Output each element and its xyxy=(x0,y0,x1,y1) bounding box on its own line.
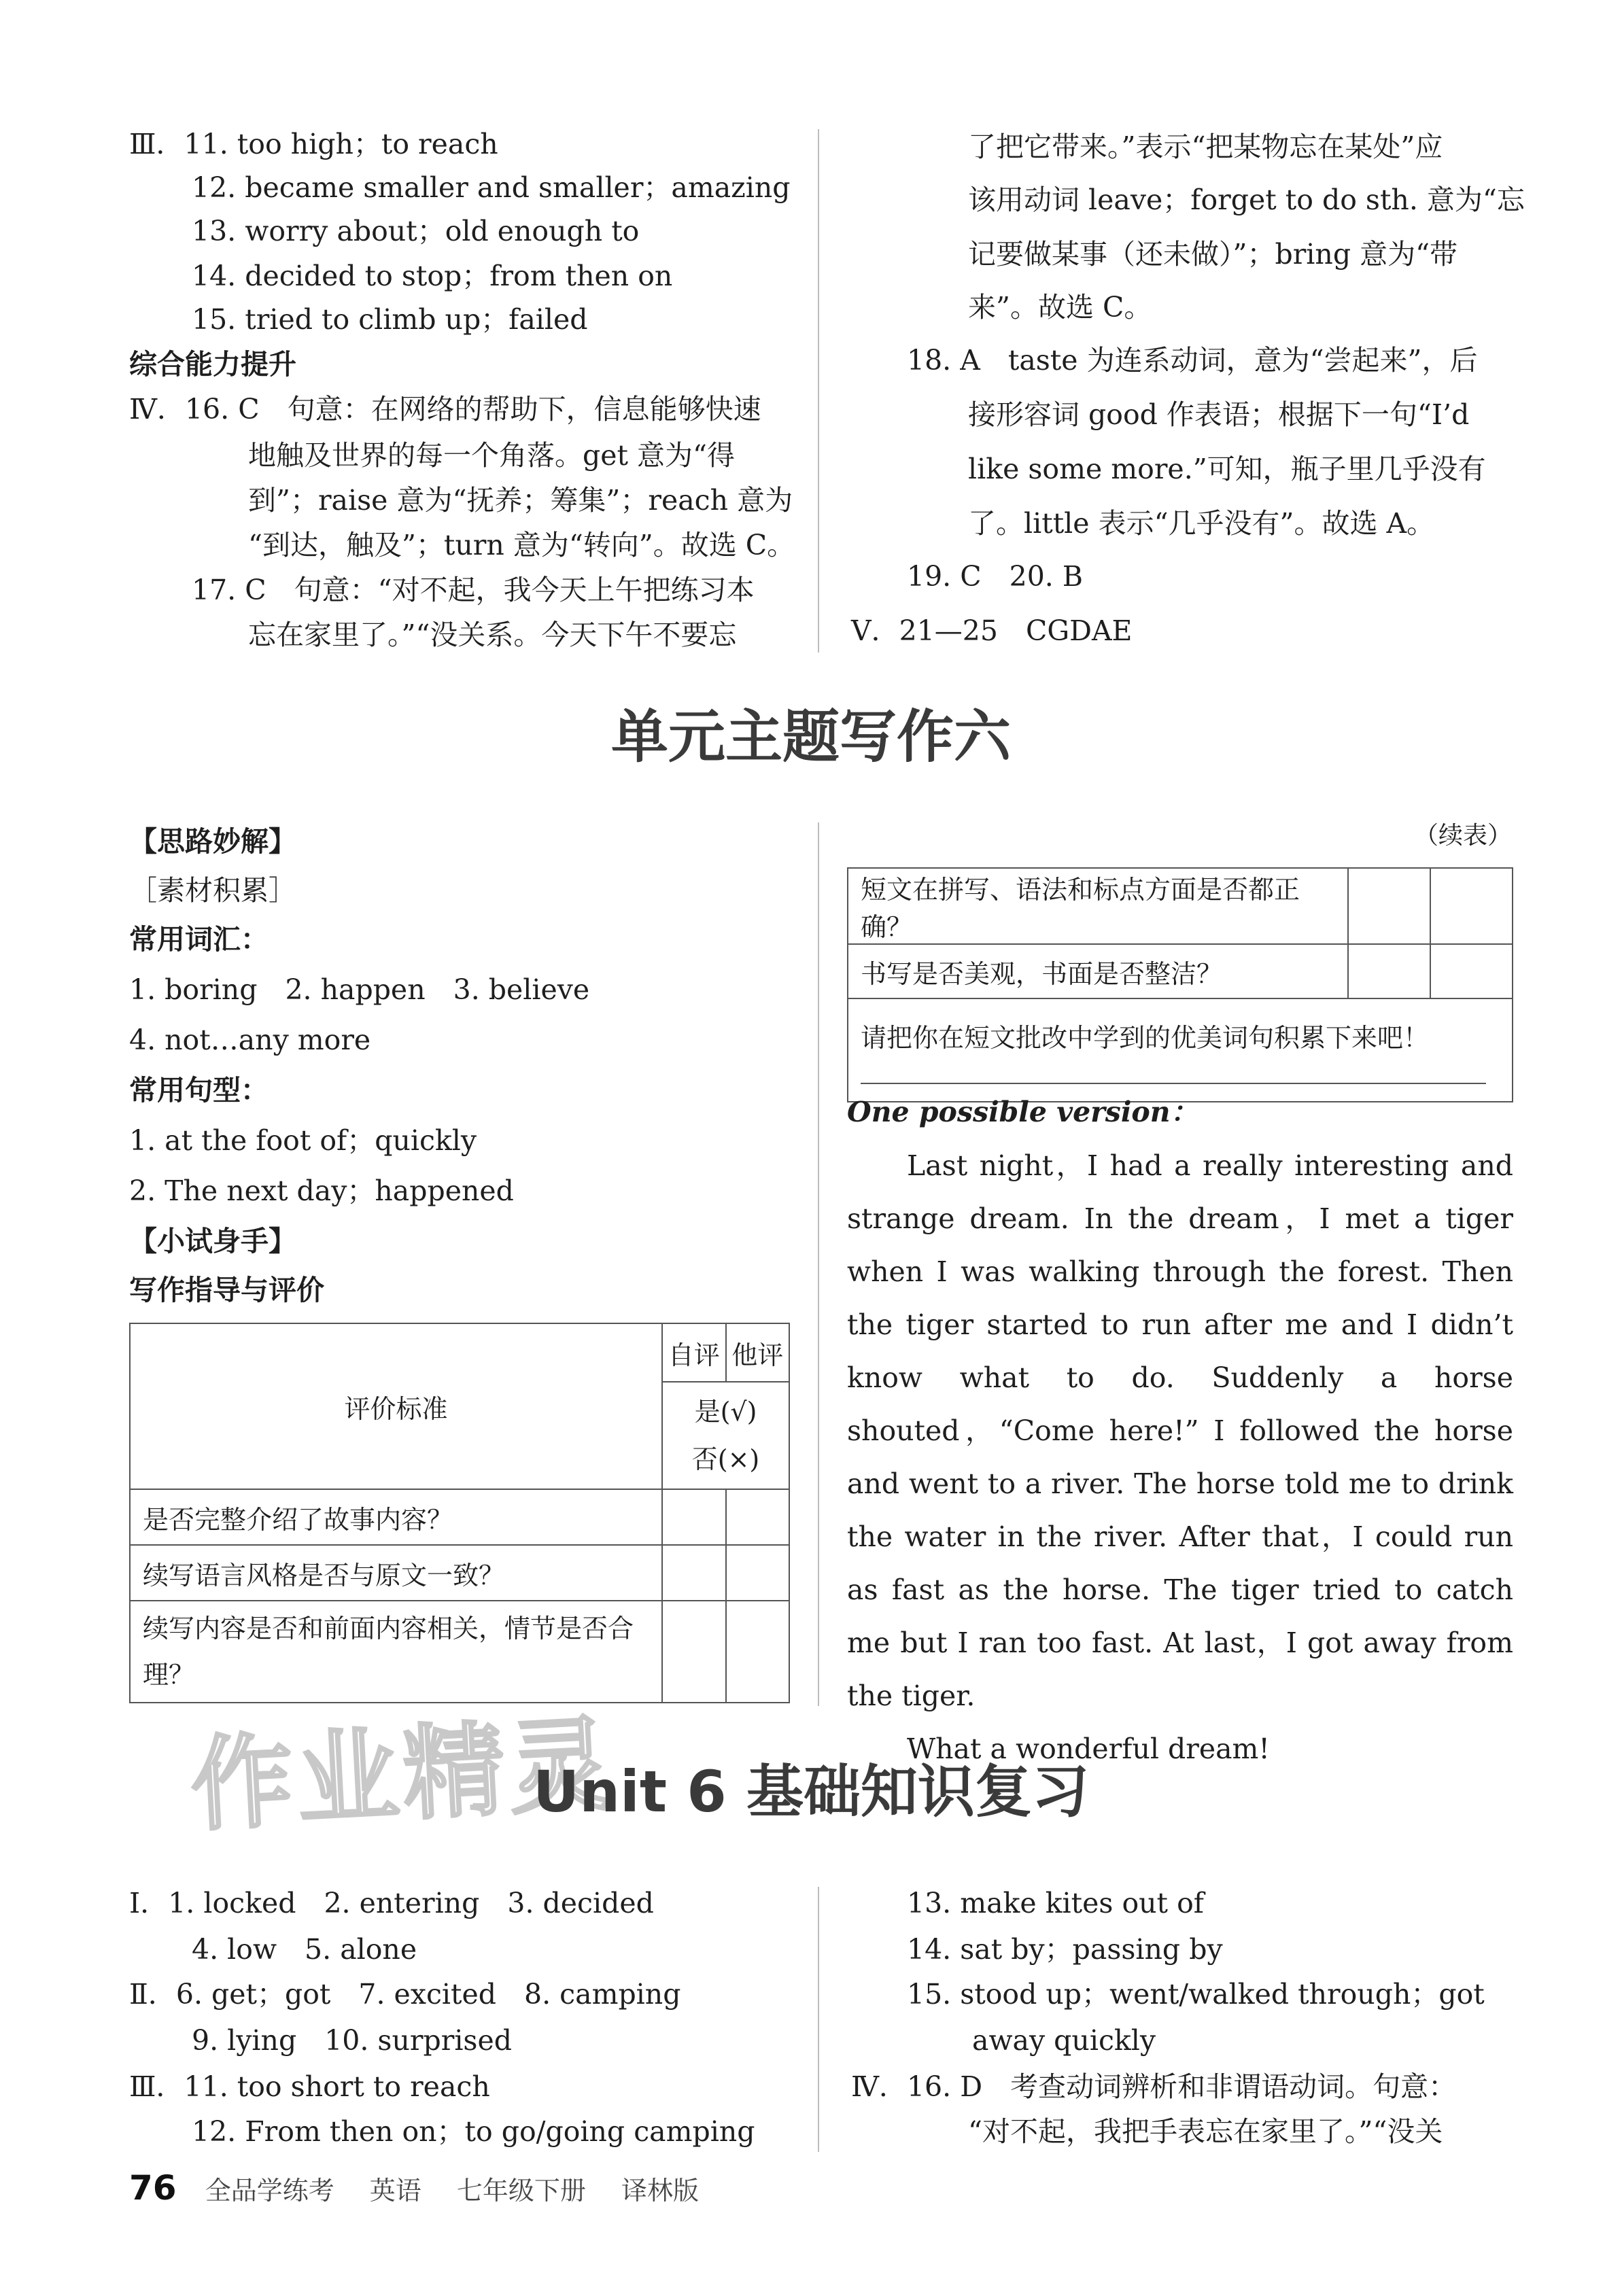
answer-line: 9. lying 10. surprised xyxy=(192,2024,512,2057)
check-cell[interactable] xyxy=(1430,868,1513,944)
check-cell[interactable] xyxy=(1348,944,1430,998)
answer-line: “对不起，我把手表忘在家里了。”“没关 xyxy=(968,2115,1443,2148)
check-cell[interactable] xyxy=(726,1601,789,1703)
answer-line: 到”；raise 意为“抚养；筹集”；reach 意为 xyxy=(248,484,793,517)
answer-line: 15. stood up；went/walked through；got xyxy=(907,1978,1485,2011)
answer-line: 接形容词 good 作表语；根据下一句“I’d xyxy=(968,398,1470,431)
answer-line: Ⅴ．21—25 CGDAE xyxy=(851,614,1133,647)
answer-line: 地触及世界的每一个角落。get 意为“得 xyxy=(248,439,735,472)
answer-line: 13. make kites out of xyxy=(907,1887,1204,1919)
section-heading: 综合能力提升 xyxy=(129,348,296,381)
criteria-row: 续写内容是否和前面内容相关，情节是否合理？ xyxy=(130,1601,662,1703)
sentence-line: 2. The next day；happened xyxy=(129,1175,514,1207)
answer-line: 4. low 5. alone xyxy=(192,1933,417,1966)
answer-line: Ⅳ．16. C 句意：在网络的帮助下，信息能够快速 xyxy=(129,393,761,425)
edition: 译林版 xyxy=(621,2176,700,2206)
version-label: One possible version： xyxy=(847,1096,1198,1128)
heading-vocab: 常用词汇： xyxy=(129,923,269,956)
notes-cell[interactable] xyxy=(848,998,1513,1102)
answer-line: 14. sat by；passing by xyxy=(907,1933,1223,1966)
answer-line: 18. A taste 为连系动词，意为“尝起来”，后 xyxy=(907,344,1478,377)
check-cell[interactable] xyxy=(662,1489,725,1545)
evaluation-table xyxy=(129,1323,790,1703)
peer-eval-header: 他评 xyxy=(726,1323,789,1382)
heading-practice: 【小试身手】 xyxy=(129,1225,296,1257)
sample-essay xyxy=(847,1139,1513,1775)
answer-line: Ⅲ．11. too short to reach xyxy=(129,2070,490,2103)
check-cell[interactable] xyxy=(726,1489,789,1545)
self-eval-header: 自评 xyxy=(662,1323,725,1382)
legend-no: 否(×) xyxy=(691,1444,760,1474)
vocab-line: 4. not…any more xyxy=(129,1024,371,1056)
section-title-writing: 单元主题写作六 xyxy=(610,703,1011,770)
check-cell[interactable] xyxy=(662,1601,725,1703)
check-cell[interactable] xyxy=(1348,868,1430,944)
criteria-row: 书写是否美观，书面是否整洁？ xyxy=(848,944,1348,998)
answer-line: Ⅱ．6. get；got 7. excited 8. camping xyxy=(129,1978,681,2011)
criteria-row: 是否完整介绍了故事内容？ xyxy=(130,1489,662,1545)
answer-line: 17. C 句意：“对不起，我今天上午把练习本 xyxy=(192,574,755,606)
column-divider xyxy=(818,822,819,1706)
sentence-line: 1. at the foot of；quickly xyxy=(129,1124,477,1157)
legend-yes: 是(√) xyxy=(694,1397,757,1427)
check-cell[interactable] xyxy=(1430,944,1513,998)
answer-line: 13. worry about；old enough to xyxy=(192,215,640,247)
answer-line: 了。little 表示“几乎没有”。故选 A。 xyxy=(968,507,1435,540)
answer-line: like some more.”可知，瓶子里几乎没有 xyxy=(968,453,1486,485)
answer-line: 记要做某事（还未做）”；bring 意为“带 xyxy=(968,238,1458,271)
essay-paragraph: What a wonderful dream! xyxy=(907,1733,1270,1765)
essay-paragraph: Last night，I had a really interesting and strange dream. In the dream，I met a tiger when I was walking through the forest. Then the tiger started to run after me and I didn’t know what to do. Suddenly a horse shouted，“Come here!” I followed the horse and went to a river. The horse told me to drink the water in the river. After that，I could run as fast as the horse. The tiger tried to catch me but I ran too fast. At last，I got away from the tiger. xyxy=(847,1149,1513,1712)
page-number: 76 xyxy=(129,2168,177,2208)
answer-line: 12. From then on；to go/going camping xyxy=(192,2115,755,2148)
watermark: 作业精灵 xyxy=(188,1705,618,1846)
notes-line xyxy=(861,1083,1486,1084)
answer-line: 14. decided to stop；from then on xyxy=(192,260,673,292)
check-cell[interactable] xyxy=(726,1545,789,1601)
book-name: 全品学练考 xyxy=(205,2176,334,2206)
column-divider xyxy=(818,129,819,653)
heading-ideas: 【思路妙解】 xyxy=(129,825,296,858)
answer-line: 19. C 20. B xyxy=(907,560,1083,593)
answer-line: Ⅳ．16. D 考查动词辨析和非谓语动词。句意： xyxy=(851,2070,1457,2103)
column-divider xyxy=(818,1887,819,2152)
evaluation-table-continued xyxy=(847,867,1513,1102)
yes-no-legend xyxy=(662,1382,789,1489)
vocab-line: 1. boring 2. happen 3. believe xyxy=(129,973,590,1006)
page-footer xyxy=(129,2168,699,2208)
answer-line: Ⅰ．1. locked 2. entering 3. decided xyxy=(129,1887,654,1919)
heading-materials: ［素材积累］ xyxy=(129,874,296,907)
notes-prompt: 请把你在短文批改中学到的优美词句积累下来吧！ xyxy=(861,1023,1430,1053)
section-title-unit6: Unit 6 基础知识复习 xyxy=(533,1758,1089,1825)
subject: 英语 xyxy=(369,2176,421,2206)
answer-line: away quickly xyxy=(972,2024,1156,2057)
answer-line: 15. tried to climb up；failed xyxy=(192,303,588,336)
continued-label: （续表） xyxy=(1414,822,1513,850)
heading-sentences: 常用句型： xyxy=(129,1074,269,1107)
answer-line: Ⅲ．11. too high；to reach xyxy=(129,128,498,160)
answer-line: 12. became smaller and smaller；amazing xyxy=(192,171,791,204)
answer-line: 忘在家里了。”“没关系。今天下午不要忘 xyxy=(248,619,737,651)
answer-line: 该用动词 leave；forget to do sth. 意为“忘 xyxy=(968,184,1525,216)
criteria-row: 续写语言风格是否与原文一致？ xyxy=(130,1545,662,1601)
check-cell[interactable] xyxy=(662,1545,725,1601)
heading-guide: 写作指导与评价 xyxy=(129,1274,324,1306)
grade: 七年级下册 xyxy=(456,2176,586,2206)
criteria-row: 短文在拼写、语法和标点方面是否都正确？ xyxy=(848,868,1348,944)
answer-line: 了把它带来。”表示“把某物忘在某处”应 xyxy=(968,131,1443,163)
answer-line: “到达，触及”；turn 意为“转向”。故选 C。 xyxy=(248,529,795,561)
answer-line: 来”。故选 C。 xyxy=(968,291,1152,324)
criteria-header: 评价标准 xyxy=(130,1323,662,1489)
